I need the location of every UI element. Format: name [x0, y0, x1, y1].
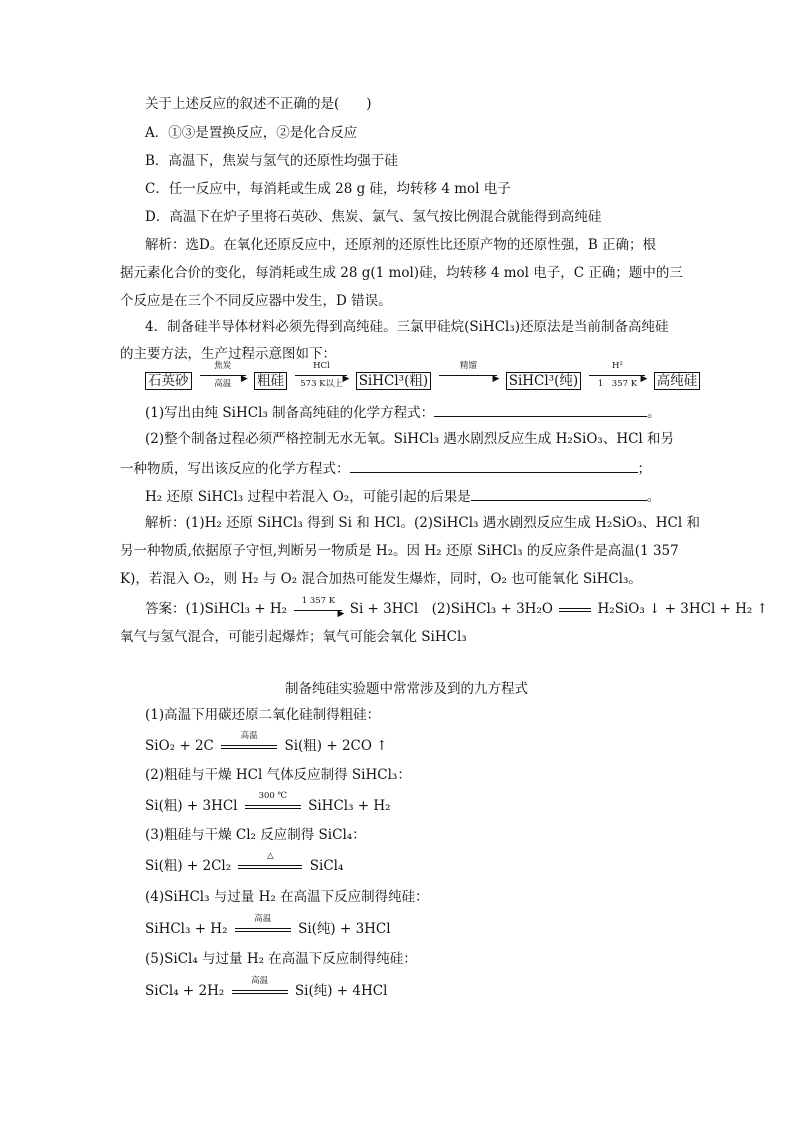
flow-node-crude-silicon: 粗硅: [254, 372, 287, 390]
q4-stem-line1: 4．制备硅半导体材料必须先得到高纯硅。三氯甲硅烷(SiHCl₃)还原法是当前制备高纯硅: [145, 319, 669, 335]
flow-arrow-4-top-label: H²: [612, 360, 623, 371]
q4-answer-part-b: Si + 3HCl (2)SiHCl₃ + 3H₂O: [349, 601, 553, 617]
eq2-right: SiHCl₃ + H₂: [308, 798, 391, 814]
flow-node-sihcl3-pure: SiHCl³(纯): [506, 372, 581, 390]
summary-equation2: [145, 791, 391, 815]
q3-analysis-line1: 解析：选D。在氧化还原反应中，还原剂的还原性比还原产物的还原性强，B 正确；根: [145, 237, 657, 253]
q3-analysis-line2: 据元素化合价的变化，每消耗或生成 28 g(1 mol)硅，均转移 4 mol 电子，C 正确；题中的三: [120, 265, 683, 281]
eq5-condition: 高温: [251, 976, 269, 986]
eq2-condition: 300 ℃: [258, 791, 288, 801]
q3-option-c: C．任一反应中，每消耗或生成 28 g 硅，均转移 4 mol 电子: [145, 181, 511, 197]
q3-option-d: D．高温下在炉子里将石英砂、焦炭、氯气、氢气按比例混合就能得到高纯硅: [145, 209, 602, 225]
flow-arrow-1-top-label: 焦炭: [214, 360, 232, 371]
summary-title: 制备纯硅实验题中常常涉及到的九方程式: [285, 681, 528, 697]
q4-part2-consequence-blank[interactable]: [471, 486, 647, 501]
eq4-left: SiHCl₃ + H₂: [145, 921, 228, 937]
eq5-right: Si(纯) + 4HCl: [294, 983, 388, 999]
q3-option-b: B．高温下，焦炭与氢气的还原性均强于硅: [145, 153, 398, 169]
summary-step2: (2)粗硅与干燥 HCl 气体反应制得 SiHCl₃：: [145, 767, 411, 783]
q4-analysis-line2: 另一种物质,依据原子守恒,判断另一物质是 H₂。因 H₂ 还原 SiHCl₃ 的反应条件是高温(1 357: [120, 543, 679, 559]
q4-analysis-line1: 解析：(1)H₂ 还原 SiHCl₃ 得到 Si 和 HCl。(2)SiHCl₃ 遇水剧烈反应生成 H₂SiO₃、HCl 和: [145, 515, 700, 531]
eq1-right: Si(粗) + 2CO ↑: [284, 738, 388, 754]
flow-node-sihcl3-crude: SiHCl³(粗): [356, 372, 431, 390]
summary-equation3: [145, 851, 344, 875]
eq1-left: SiO₂ + 2C: [145, 738, 214, 754]
q4-part1-end: 。: [647, 405, 661, 421]
eq4-equals: [235, 914, 291, 932]
q4-answer-arrow: 1 357 K ▶: [294, 609, 342, 611]
eq4-condition: 高温: [254, 914, 272, 924]
flow-arrow-2-top-label: HCl: [313, 360, 330, 371]
q4-answer-line1: [145, 595, 768, 619]
eq1-condition: 高温: [240, 731, 258, 741]
summary-step5: (5)SiCl₄ 与过量 H₂ 在高温下反应制得纯硅：: [145, 951, 417, 967]
eq2-equals: [245, 791, 301, 809]
eq4-right: Si(纯) + 3HCl: [298, 921, 391, 937]
eq5-left: SiCl₄ + 2H₂: [145, 983, 225, 999]
flow-arrow-1: 焦炭 ▶ 高温: [200, 374, 246, 390]
summary-step1: (1)高温下用碳还原二氧化硅制得粗硅：: [145, 707, 381, 723]
flow-arrow-1-bottom-label: 高温: [214, 378, 232, 389]
summary-equation4: [145, 914, 391, 938]
eq2-left: Si(粗) + 3HCl: [145, 798, 238, 814]
q4-answer-line2: 氧气与氢气混合，可能引起爆炸；氧气可能会氧化 SiHCl₃: [120, 629, 467, 645]
flow-node-quartz-sand: 石英砂: [145, 372, 192, 390]
q3-stem: 关于上述反应的叙述不正确的是( ): [145, 96, 372, 112]
q4-answer-part-a: 答案：(1)SiHCl₃ + H₂: [145, 601, 288, 617]
q4-answer-part-c: H₂SiO₃ ↓ + 3HCl + H₂ ↑: [597, 601, 768, 617]
flow-arrow-3: 精馏 ▶: [439, 374, 497, 390]
q4-part1-answer-blank[interactable]: [434, 402, 647, 417]
eq5-equals: [232, 976, 288, 994]
eq1-equals: [221, 731, 277, 749]
q4-part2-line2: [120, 458, 651, 478]
q4-answer-equals: [559, 607, 591, 612]
q3-analysis-line3: 个反应是在三个不同反应器中发生，D 错误。: [120, 293, 392, 309]
flow-arrow-2-bottom-label: 573 K以上: [300, 378, 343, 389]
summary-equation5: [145, 976, 388, 1000]
summary-step4: (4)SiHCl₃ 与过量 H₂ 在高温下反应制得纯硅：: [145, 889, 429, 905]
flow-arrow-2: HCl ▶ 573 K以上: [295, 374, 347, 390]
q4-part2-consequence-end: 。: [646, 489, 661, 505]
q4-part2-line1: (2)整个制备过程必须严格控制无水无氧。SiHCl₃ 遇水剧烈反应生成 H₂SiO₃、HCl 和另: [145, 431, 675, 447]
flow-arrow-4: H² ▶ 1 357 K: [589, 374, 645, 390]
flow-node-high-purity-silicon: 高纯硅: [654, 372, 701, 390]
summary-step3: (3)粗硅与干燥 Cl₂ 反应制得 SiCl₄：: [145, 827, 366, 843]
q4-part2-answer-blank[interactable]: [350, 458, 638, 473]
q4-stem-line2: 的主要方法，生产过程示意图如下：: [120, 346, 336, 362]
q4-analysis-line3: K)，若混入 O₂，则 H₂ 与 O₂ 混合加热可能发生爆炸，同时，O₂ 也可能氧化 SiHCl₃。: [120, 571, 642, 587]
q4-part2-consequence-prompt: H₂ 还原 SiHCl₃ 过程中若混入 O₂，可能引起的后果是: [145, 489, 471, 505]
q4-part2-line3: [145, 486, 660, 506]
q4-part1: [145, 402, 661, 422]
eq3-condition: △: [267, 851, 274, 861]
q4-part2-prompt: 一种物质，写出该反应的化学方程式：: [120, 461, 350, 477]
flow-arrow-3-top-label: 精馏: [459, 360, 477, 371]
summary-equation1: [145, 731, 388, 755]
flow-arrow-4-bottom-label: 1 357 K: [597, 378, 638, 389]
q4-part2-end: ；: [637, 461, 651, 477]
process-flow-diagram: [145, 360, 700, 390]
q4-answer-arrow-condition: 1 357 K: [301, 595, 336, 606]
q3-option-a: A．①③是置换反应，②是化合反应: [145, 125, 358, 141]
eq3-right: SiCl₄: [309, 858, 344, 874]
eq3-left: Si(粗) + 2Cl₂: [145, 858, 232, 874]
eq3-equals: [238, 851, 302, 869]
q4-part1-prompt: (1)写出由纯 SiHCl₃ 制备高纯硅的化学方程式：: [145, 405, 435, 421]
